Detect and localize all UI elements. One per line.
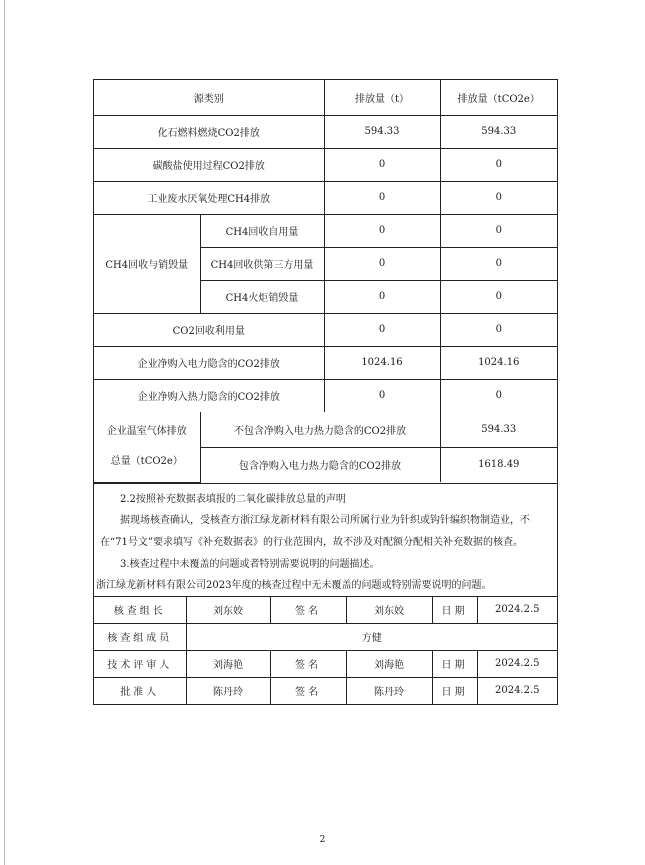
verification-document: [93, 79, 558, 705]
date-value: 2024.2.5: [477, 650, 557, 677]
section3-heading: 3.核查过程中未覆盖的问题或者特别需要说明的问题描述。: [120, 558, 380, 570]
person-name: 方健: [186, 623, 557, 650]
page-number: 2: [319, 835, 326, 845]
sign-label: 签名: [270, 650, 346, 677]
declaration-heading: 2.2按照补充数据表填报的二氧化碳排放总量的声明: [120, 493, 346, 505]
ch4-group-label: CH4回收与销毁量: [94, 214, 200, 313]
total-label-line2: 总量（tCO2e）: [110, 455, 183, 467]
signature-row-reviewer: [94, 650, 557, 677]
excluding-value: 594.33: [440, 412, 557, 447]
table-row: [94, 115, 557, 148]
total-label-line1: 企业温室气体排放: [106, 425, 187, 437]
row-label: CH4火炬销毁量: [200, 280, 324, 313]
page-edge-line: [4, 0, 5, 865]
table-row: [94, 148, 557, 181]
header-emission-tco2e: 排放量（tCO2e）: [440, 80, 557, 115]
signature-value: 刘东姣: [346, 596, 432, 623]
role-label: 核查组成员: [94, 623, 186, 650]
signature-row-leader: [94, 596, 557, 623]
row-label: CH4回收供第三方用量: [200, 247, 324, 280]
row-value-tco2e: 0: [440, 379, 557, 412]
row-value-tco2e: 1024.16: [440, 346, 557, 379]
row-value-tco2e: 0: [440, 247, 557, 280]
person-name: 陈丹玲: [186, 677, 270, 704]
row-label: 碳酸盐使用过程CO2排放: [94, 148, 324, 181]
row-label: CO2回收利用量: [94, 313, 324, 346]
table-row: [94, 181, 557, 214]
row-value-t: 0: [324, 214, 440, 247]
signature-value: 陈丹玲: [346, 677, 432, 704]
date-value: 2024.2.5: [477, 677, 557, 704]
row-label: 企业净购入电力隐含的CO2排放: [94, 346, 324, 379]
date-value: 2024.2.5: [477, 596, 557, 623]
table-row: [94, 214, 557, 247]
row-value-t: 0: [324, 181, 440, 214]
role-label: 技术评审人: [94, 650, 186, 677]
total-label: [94, 412, 200, 482]
row-value-tco2e: 0: [440, 148, 557, 181]
row-value-tco2e: 594.33: [440, 115, 557, 148]
sign-label: 签名: [270, 677, 346, 704]
row-value-t: 0: [324, 379, 440, 412]
row-value-tco2e: 0: [440, 313, 557, 346]
table-row: [94, 313, 557, 346]
row-value-t: 0: [324, 247, 440, 280]
row-label: 企业净购入热力隐含的CO2排放: [94, 379, 324, 412]
row-value-tco2e: 0: [440, 280, 557, 313]
signature-table: [94, 596, 557, 704]
total-row-excluding: [94, 412, 557, 447]
row-label: 工业废水厌氧处理CH4排放: [94, 181, 324, 214]
role-label: 批准人: [94, 677, 186, 704]
row-value-tco2e: 0: [440, 214, 557, 247]
signature-row-member: [94, 623, 557, 650]
person-name: 刘东姣: [186, 596, 270, 623]
header-emission-t: 排放量（t）: [324, 80, 440, 115]
row-value-t: 0: [324, 313, 440, 346]
table-row: [94, 346, 557, 379]
emissions-header-row: [94, 80, 557, 115]
signature-row-approver: [94, 677, 557, 704]
person-name: 刘海艳: [186, 650, 270, 677]
row-value-t: 1024.16: [324, 346, 440, 379]
date-label: 日期: [432, 677, 477, 704]
signature-value: 刘海艳: [346, 650, 432, 677]
emissions-table: [94, 79, 557, 483]
row-value-t: 594.33: [324, 115, 440, 148]
header-source: 源类别: [94, 80, 324, 115]
including-value: 1618.49: [440, 447, 557, 482]
row-value-t: 0: [324, 148, 440, 181]
table-row: [94, 379, 557, 412]
row-value-tco2e: 0: [440, 181, 557, 214]
row-label: 化石燃料燃烧CO2排放: [94, 115, 324, 148]
excluding-label: 不包含净购入电力热力隐含的CO2排放: [200, 412, 440, 447]
date-label: 日期: [432, 596, 477, 623]
declaration-section: [94, 483, 557, 596]
row-label: CH4回收自用量: [200, 214, 324, 247]
declaration-body: 据现场核查确认，受核查方浙江绿龙新材料有限公司所属行业为针织或钩针编织物制造业，不在“71号文”要求填写《补充数据表》的行业范围内，故不涉及对配额分配相关补充数据的核查。: [100, 514, 530, 548]
role-label: 核查组长: [94, 596, 186, 623]
section3-body: 浙江绿龙新材料有限公司2023年度的核查过程中无未覆盖的问题或特别需要说明的问题。: [96, 579, 492, 591]
sign-label: 签名: [270, 596, 346, 623]
including-label: 包含净购入电力热力隐含的CO2排放: [200, 447, 440, 482]
date-label: 日期: [432, 650, 477, 677]
row-value-t: 0: [324, 280, 440, 313]
